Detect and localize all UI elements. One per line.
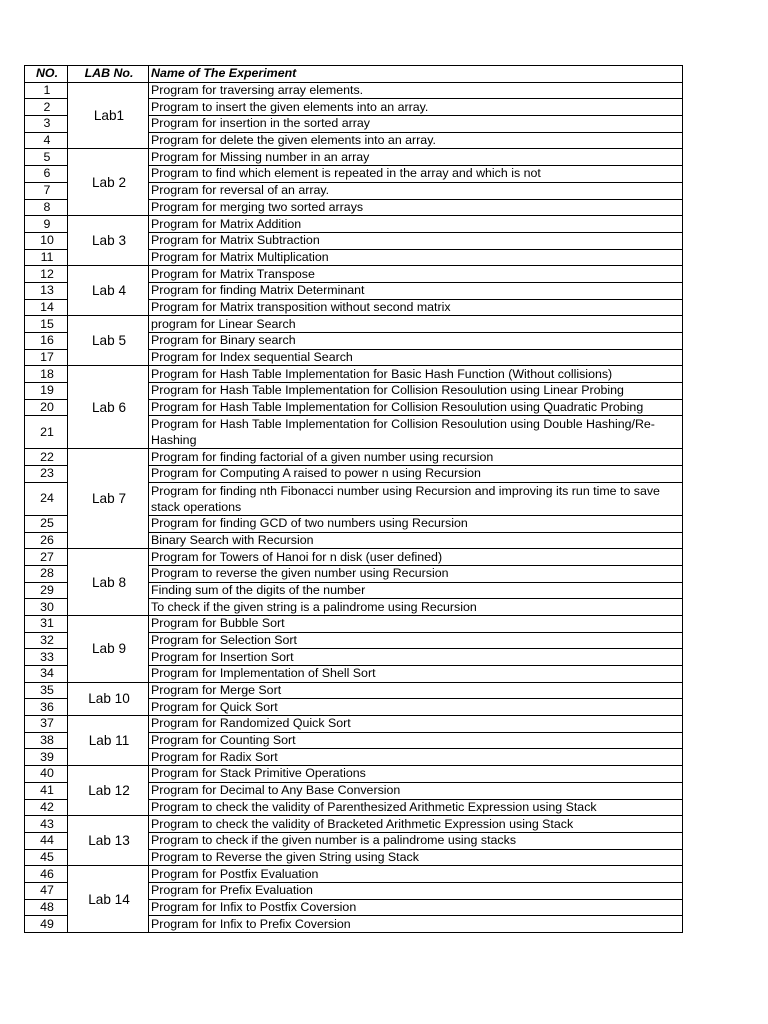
experiment-name: Program for finding Matrix Determinant xyxy=(149,282,683,299)
experiment-number: 6 xyxy=(25,166,68,183)
experiment-name: Binary Search with Recursion xyxy=(149,532,683,549)
experiment-number: 15 xyxy=(25,316,68,333)
experiment-number: 22 xyxy=(25,449,68,466)
lab-number: Lab 13 xyxy=(68,816,149,866)
experiment-number: 1 xyxy=(25,82,68,99)
experiment-number: 29 xyxy=(25,582,68,599)
experiment-name: Program for Matrix Transpose xyxy=(149,266,683,283)
experiment-name: Program for Randomized Quick Sort xyxy=(149,716,683,733)
experiment-name: Program for Bubble Sort xyxy=(149,615,683,632)
experiment-name: Program to reverse the given number using Recursion xyxy=(149,565,683,582)
experiment-name: Finding sum of the digits of the number xyxy=(149,582,683,599)
header-lab-no: LAB No. xyxy=(68,66,149,83)
experiment-number: 23 xyxy=(25,466,68,483)
experiment-number: 48 xyxy=(25,899,68,916)
experiment-name: Program for Postfix Evaluation xyxy=(149,866,683,883)
experiment-number: 47 xyxy=(25,882,68,899)
experiment-number: 7 xyxy=(25,182,68,199)
lab-number: Lab 2 xyxy=(68,149,149,216)
experiment-name: Program for Insertion Sort xyxy=(149,649,683,666)
experiment-name: Program to insert the given elements into an array. xyxy=(149,99,683,116)
table-row xyxy=(25,266,683,283)
experiment-name: Program for Selection Sort xyxy=(149,632,683,649)
table-row xyxy=(25,816,683,833)
experiment-name: To check if the given string is a palindrome using Recursion xyxy=(149,599,683,616)
experiment-name: Program for finding nth Fibonacci number using Recursion and improving its run time to save stack operations xyxy=(149,482,683,515)
experiment-number: 34 xyxy=(25,666,68,683)
table-row xyxy=(25,549,683,566)
table-row xyxy=(25,766,683,783)
experiment-number: 44 xyxy=(25,832,68,849)
experiment-name: Program for reversal of an array. xyxy=(149,182,683,199)
experiment-name: Program for Computing A raised to power n using Recursion xyxy=(149,466,683,483)
table-row xyxy=(25,366,683,383)
table-row xyxy=(25,149,683,166)
experiment-name: Program for Implementation of Shell Sort xyxy=(149,666,683,683)
experiment-number: 14 xyxy=(25,299,68,316)
experiment-number: 18 xyxy=(25,366,68,383)
experiment-name: Program for Hash Table Implementation for Basic Hash Function (Without collisions) xyxy=(149,366,683,383)
lab-number: Lab 5 xyxy=(68,316,149,366)
experiment-number: 31 xyxy=(25,615,68,632)
experiment-name: Program for Matrix transposition without second matrix xyxy=(149,299,683,316)
experiment-number: 19 xyxy=(25,383,68,400)
experiment-name: Program for Infix to Prefix Coversion xyxy=(149,916,683,933)
experiment-name: Program for Hash Table Implementation for Collision Resoulution using Quadratic Probing xyxy=(149,399,683,416)
experiment-number: 27 xyxy=(25,549,68,566)
table-row xyxy=(25,716,683,733)
table-row xyxy=(25,449,683,466)
experiment-name: Program for finding factorial of a given number using recursion xyxy=(149,449,683,466)
experiment-name: Program to check the validity of Bracketed Arithmetic Expression using Stack xyxy=(149,816,683,833)
experiment-number: 46 xyxy=(25,866,68,883)
experiment-name: program for Linear Search xyxy=(149,316,683,333)
lab-number: Lab 4 xyxy=(68,266,149,316)
lab-number: Lab 6 xyxy=(68,366,149,449)
experiment-number: 45 xyxy=(25,849,68,866)
experiment-name: Program for Missing number in an array xyxy=(149,149,683,166)
experiment-number: 30 xyxy=(25,599,68,616)
header-experiment-name: Name of The Experiment xyxy=(149,66,683,83)
lab-number: Lab 8 xyxy=(68,549,149,616)
experiment-number: 41 xyxy=(25,782,68,799)
table-row xyxy=(25,615,683,632)
experiment-number: 26 xyxy=(25,532,68,549)
table-row xyxy=(25,682,683,699)
experiment-number: 10 xyxy=(25,232,68,249)
experiment-number: 42 xyxy=(25,799,68,816)
experiment-number: 11 xyxy=(25,249,68,266)
lab-number: Lab1 xyxy=(68,82,149,149)
experiment-name: Program to find which element is repeated in the array and which is not xyxy=(149,166,683,183)
experiment-name: Program for Decimal to Any Base Conversion xyxy=(149,782,683,799)
experiment-name: Program for Infix to Postfix Coversion xyxy=(149,899,683,916)
experiment-name: Program for Matrix Addition xyxy=(149,216,683,233)
experiment-name: Program for Hash Table Implementation for Collision Resoulution using Linear Probing xyxy=(149,383,683,400)
experiment-number: 36 xyxy=(25,699,68,716)
experiment-name: Program to check the validity of Parenthesized Arithmetic Expression using Stack xyxy=(149,799,683,816)
experiment-number: 13 xyxy=(25,282,68,299)
experiment-name: Program for Matrix Multiplication xyxy=(149,249,683,266)
header-row xyxy=(25,66,683,83)
experiment-name: Program to Reverse the given String using Stack xyxy=(149,849,683,866)
experiment-name: Program for Radix Sort xyxy=(149,749,683,766)
lab-number: Lab 10 xyxy=(68,682,149,715)
experiment-number: 37 xyxy=(25,716,68,733)
table-row xyxy=(25,316,683,333)
lab-number: Lab 7 xyxy=(68,449,149,549)
experiment-name: Program for Hash Table Implementation for Collision Resoulution using Double Hashing/Re-Hashing xyxy=(149,416,683,449)
header-no: NO. xyxy=(25,66,68,83)
experiment-table xyxy=(24,65,683,933)
table-row xyxy=(25,216,683,233)
experiment-number: 8 xyxy=(25,199,68,216)
experiment-name: Program for Matrix Subtraction xyxy=(149,232,683,249)
experiment-number: 43 xyxy=(25,816,68,833)
experiment-name: Program for Prefix Evaluation xyxy=(149,882,683,899)
experiment-number: 28 xyxy=(25,565,68,582)
experiment-number: 35 xyxy=(25,682,68,699)
experiment-number: 20 xyxy=(25,399,68,416)
experiment-number: 16 xyxy=(25,333,68,350)
lab-number: Lab 3 xyxy=(68,216,149,266)
experiment-number: 32 xyxy=(25,632,68,649)
experiment-name: Program for merging two sorted arrays xyxy=(149,199,683,216)
experiment-name: Program for Stack Primitive Operations xyxy=(149,766,683,783)
experiment-name: Program for finding GCD of two numbers using Recursion xyxy=(149,515,683,532)
table-row xyxy=(25,866,683,883)
lab-number: Lab 14 xyxy=(68,866,149,933)
experiment-name: Program for Binary search xyxy=(149,333,683,350)
experiment-name: Program for Quick Sort xyxy=(149,699,683,716)
experiment-number: 33 xyxy=(25,649,68,666)
lab-number: Lab 11 xyxy=(68,716,149,766)
experiment-number: 4 xyxy=(25,132,68,149)
experiment-name: Program for Counting Sort xyxy=(149,732,683,749)
lab-number: Lab 9 xyxy=(68,615,149,682)
experiment-number: 17 xyxy=(25,349,68,366)
experiment-name: Program for Merge Sort xyxy=(149,682,683,699)
experiment-number: 49 xyxy=(25,916,68,933)
experiment-name: Program for delete the given elements into an array. xyxy=(149,132,683,149)
experiment-name: Program for insertion in the sorted array xyxy=(149,116,683,133)
experiment-number: 40 xyxy=(25,766,68,783)
experiment-name: Program to check if the given number is a palindrome using stacks xyxy=(149,832,683,849)
experiment-number: 38 xyxy=(25,732,68,749)
table-body xyxy=(25,82,683,932)
experiment-name: Program for Towers of Hanoi for n disk (user defined) xyxy=(149,549,683,566)
experiment-number: 2 xyxy=(25,99,68,116)
experiment-name: Program for Index sequential Search xyxy=(149,349,683,366)
table-row xyxy=(25,82,683,99)
experiment-number: 5 xyxy=(25,149,68,166)
lab-number: Lab 12 xyxy=(68,766,149,816)
experiment-number: 12 xyxy=(25,266,68,283)
experiment-number: 25 xyxy=(25,515,68,532)
experiment-number: 39 xyxy=(25,749,68,766)
experiment-number: 21 xyxy=(25,416,68,449)
experiment-number: 24 xyxy=(25,482,68,515)
experiment-number: 3 xyxy=(25,116,68,133)
experiment-name: Program for traversing array elements. xyxy=(149,82,683,99)
experiment-number: 9 xyxy=(25,216,68,233)
